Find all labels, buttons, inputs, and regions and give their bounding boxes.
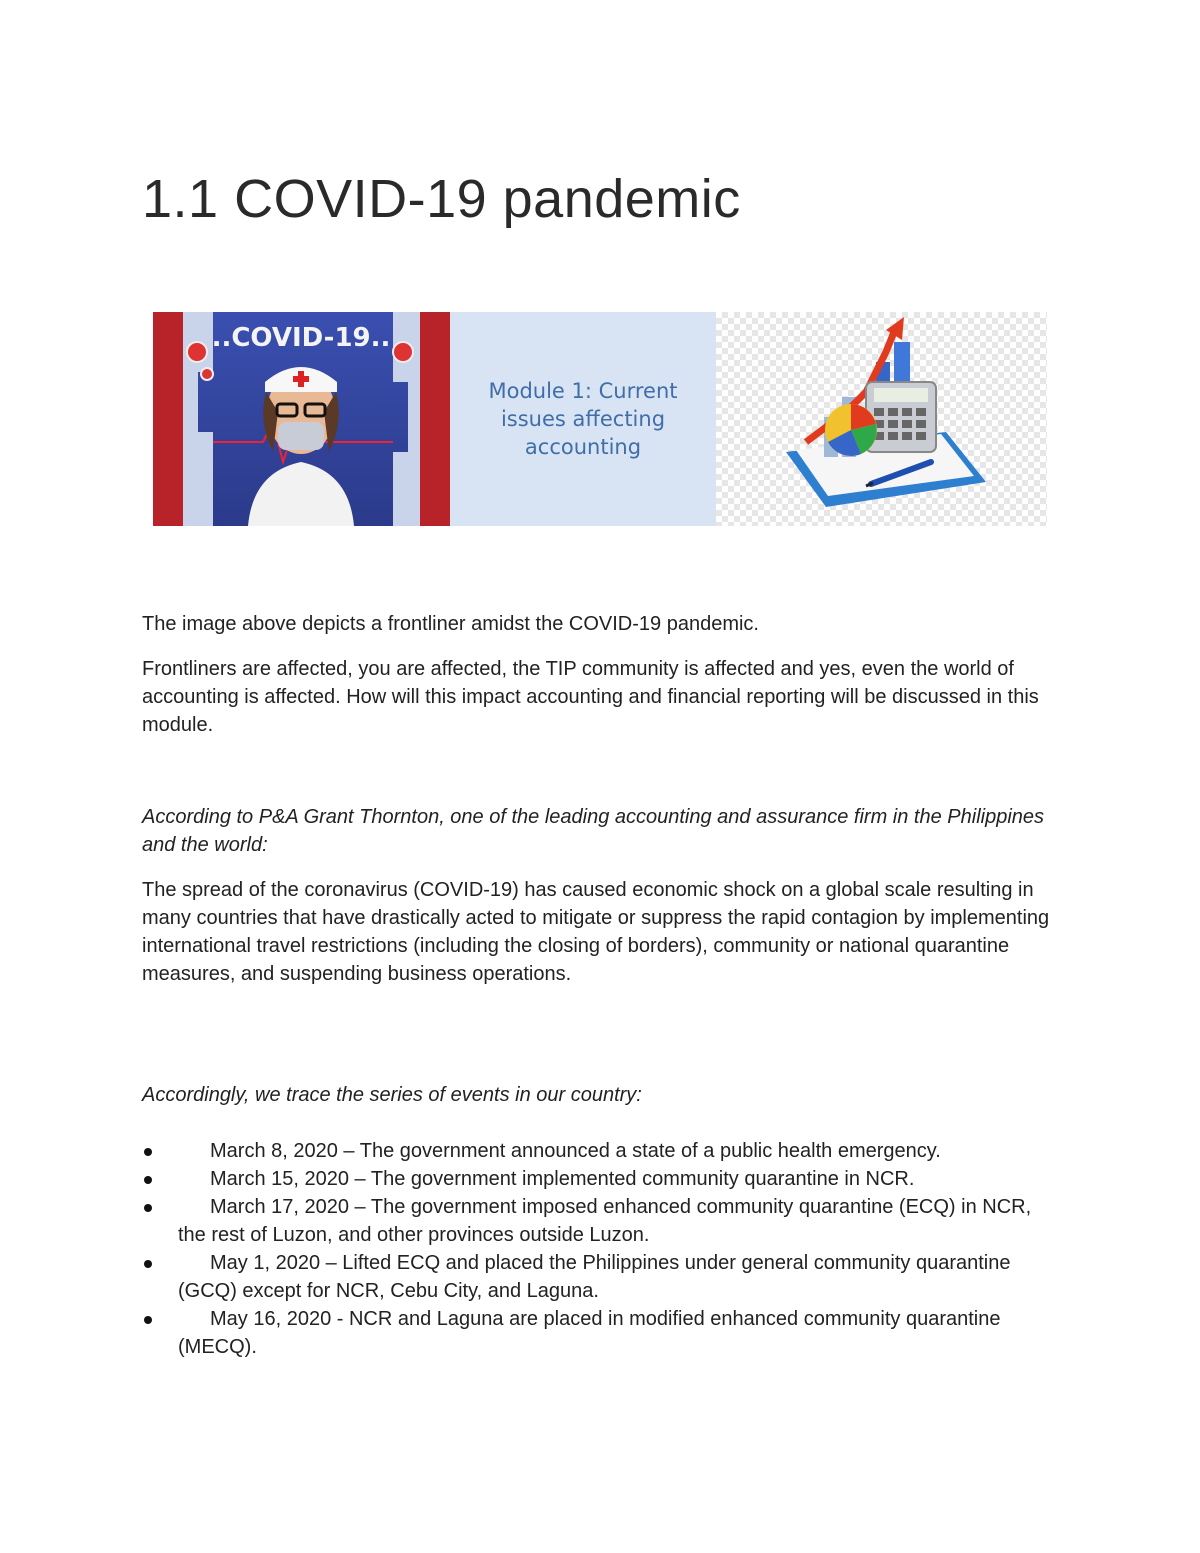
series-of-events-intro: Accordingly, we trace the series of events in our country: [142,1084,642,1106]
events-list [142,1137,1062,1361]
event-text: May 16, 2020 - NCR and Laguna are placed in modified enhanced community quarantine (MECQ). [178,1308,1001,1358]
module-title-text: Module 1: Current issues affecting accounting [488,379,678,459]
event-text: March 8, 2020 – The government announced a state of a public health emergency. [210,1140,941,1162]
grant-thornton-intro: According to P&A Grant Thornton, one of the leading accounting and assurance firm in the Philippines and the world: [142,806,1045,856]
list-item [142,1137,1062,1165]
coronavirus-spread-paragraph: The spread of the coronavirus (COVID-19) has caused economic shock on a global scale resulting in many countries that have drastically acted to mitigate or suppress the rapid contagion by implementing international travel restrictions (including the closing of borders), community or national quarantine measures, and suspending business operations. [142,879,1050,985]
module-title-panel [450,312,716,526]
list-item [142,1193,1062,1249]
event-text: March 15, 2020 – The government implemented community quarantine in NCR. [210,1168,915,1190]
impact-paragraph: Frontliners are affected, you are affected, the TIP community is affected and yes, even the world of accounting is affected. How will this impact accounting and financial reporting will be discussed in this module. [142,658,1039,736]
bullet-icon [144,1204,152,1212]
mural-title-text: ..COVID-19.. [211,323,391,353]
accounting-illustration [716,312,1047,526]
event-text: May 1, 2020 – Lifted ECQ and placed the Philippines under general community quarantine (GCQ) except for NCR, Cebu City, and Laguna. [178,1252,1011,1302]
module-banner-image [153,312,1047,526]
event-text: March 17, 2020 – The government imposed enhanced community quarantine (ECQ) in NCR, the rest of Luzon, and other provinces outside Luzon. [178,1196,1032,1246]
list-item [142,1305,1062,1361]
bullet-icon [144,1316,152,1324]
bullet-icon [144,1148,152,1156]
list-item [142,1165,1062,1193]
page-title: 1.1 COVID-19 pandemic [142,169,741,229]
list-item [142,1249,1062,1305]
intro-paragraph: The image above depicts a frontliner amidst the COVID-19 pandemic. [142,613,759,635]
bullet-icon [144,1260,152,1268]
nurse-mural-image [153,312,450,526]
bullet-icon [144,1176,152,1184]
